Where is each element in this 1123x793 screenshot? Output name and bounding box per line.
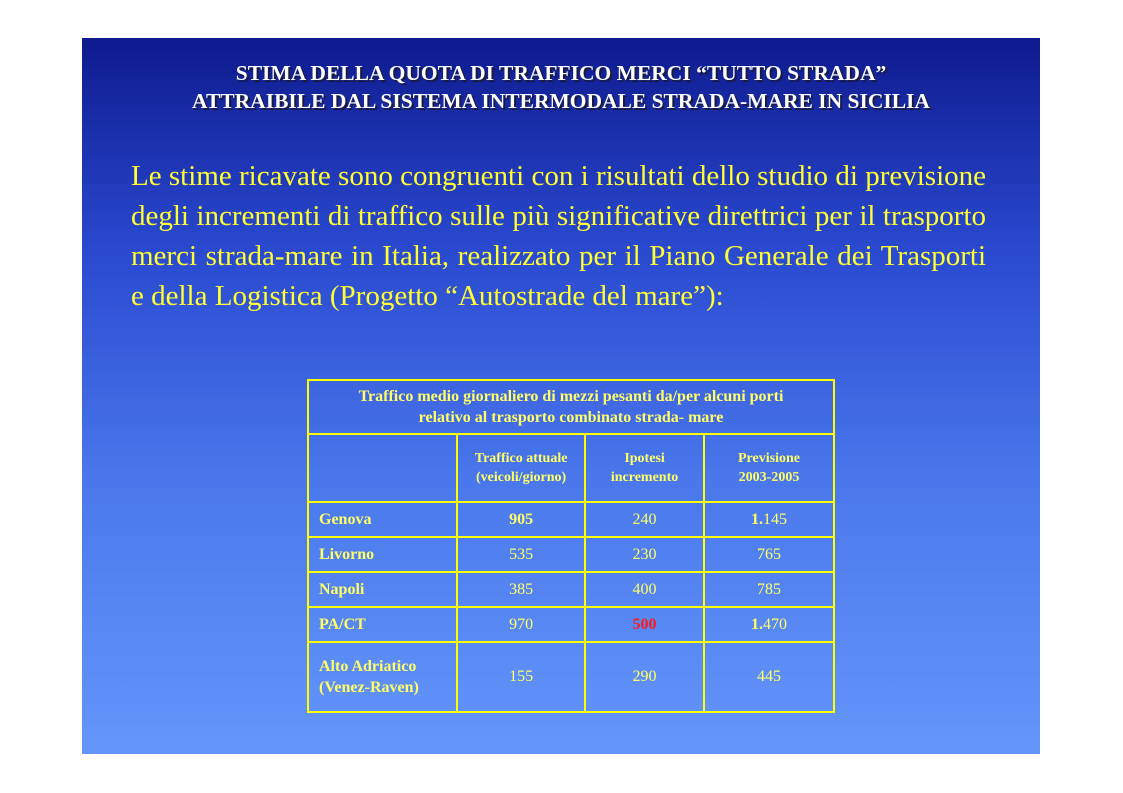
increase-value: 400 <box>585 572 704 607</box>
table-row <box>308 607 834 642</box>
table-caption <box>308 380 834 434</box>
increase-value-highlighted: 500 <box>585 607 704 642</box>
port-name <box>308 642 457 712</box>
traffic-table <box>307 379 835 713</box>
forecast-value: 785 <box>704 572 834 607</box>
slide <box>82 38 1040 754</box>
table-row <box>308 502 834 537</box>
forecast-value: 445 <box>704 642 834 712</box>
increase-value: 230 <box>585 537 704 572</box>
port-name: Genova <box>308 502 457 537</box>
forecast-value <box>704 502 834 537</box>
increase-value: 240 <box>585 502 704 537</box>
table-caption-line-1: Traffico medio giornaliero di mezzi pesanti da/per alcuni porti <box>358 388 784 405</box>
header-label: incremento <box>610 470 679 485</box>
table-row <box>308 537 834 572</box>
table-caption-row <box>308 380 834 434</box>
port-name-line-1: Alto Adriatico <box>319 658 417 675</box>
forecast-value-suffix: 470 <box>762 615 787 633</box>
forecast-value-prefix: 1. <box>750 615 763 633</box>
header-cell-forecast <box>704 434 834 502</box>
forecast-value: 765 <box>704 537 834 572</box>
header-label: 2003-2005 <box>738 470 800 485</box>
current-traffic-value: 535 <box>457 537 585 572</box>
header-label: (veicoli/giorno) <box>476 470 567 485</box>
current-traffic-value: 155 <box>457 642 585 712</box>
body-paragraph: Le stime ricavate sono congruenti con i risultati dello studio di previsione degli incrementi di traffico sulle più significative direttrici per il trasporto merci strada-mare in Italia, realizzato per il Piano Generale dei Trasporti e della Logistica (Progetto “Autostrade del mare”): <box>131 160 986 312</box>
port-name: Livorno <box>308 537 457 572</box>
table-header-row <box>308 434 834 502</box>
header-cell-increase <box>585 434 704 502</box>
table-row <box>308 572 834 607</box>
forecast-value-prefix: 1. <box>750 510 763 528</box>
table-caption-line-2: relativo al trasporto combinato strada- mare <box>418 409 724 426</box>
table-row <box>308 642 834 712</box>
current-traffic-value: 385 <box>457 572 585 607</box>
current-traffic-value: 970 <box>457 607 585 642</box>
header-label: Ipotesi <box>624 451 665 466</box>
port-name: PA/CT <box>308 607 457 642</box>
slide-title-line-2: ATTRAIBILE DAL SISTEMA INTERMODALE STRADA-MARE IN SICILIA <box>192 89 930 113</box>
slide-title <box>82 59 1040 115</box>
forecast-value-suffix: 145 <box>762 510 787 528</box>
forecast-value <box>704 607 834 642</box>
header-label: Previsione <box>738 451 800 466</box>
header-cell-port <box>308 434 457 502</box>
slide-title-line-1: STIMA DELLA QUOTA DI TRAFFICO MERCI “TUTTO STRADA” <box>235 61 887 85</box>
port-name-line-2: (Venez-Raven) <box>319 679 419 696</box>
current-traffic-value: 905 <box>457 502 585 537</box>
header-label: Traffico attuale <box>474 451 568 466</box>
header-cell-current-traffic <box>457 434 585 502</box>
increase-value: 290 <box>585 642 704 712</box>
port-name: Napoli <box>308 572 457 607</box>
